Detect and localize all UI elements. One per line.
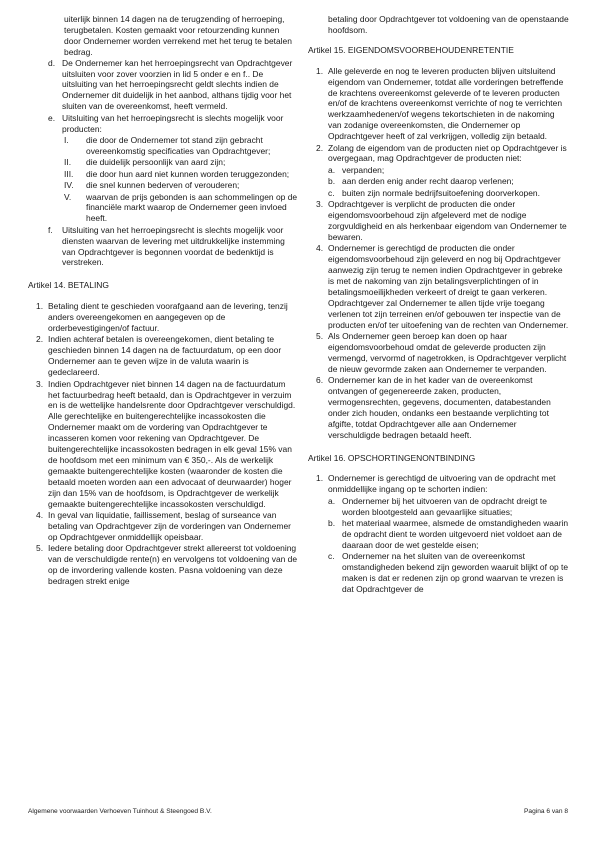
list-item [28, 301, 298, 334]
list-marker: 2. [316, 142, 324, 153]
list-marker: b. [328, 176, 336, 187]
list-text: die snel kunnen bederven of verouderen; [86, 180, 240, 191]
list-marker: V. [64, 191, 72, 202]
list-item [308, 199, 570, 243]
list-item [308, 143, 570, 165]
list-marker: e. [48, 112, 56, 123]
list-text: Ondernemer is gerechtigd de uitvoering van de opdracht met onmiddellijke ingang op te schorten indien: [328, 473, 556, 495]
list-text: Ondernemer kan de in het kader van de overeenkomst ontvangen of gegenereerde zaken, producten, vermogensrechten, gegevens, documenten, databestanden onder zich houden, ondanks een bestaande verplichting tot afgifte, totdat Opdrachtgever alle aan Ondernemer verschuldigde bedragen betaald heeft. [328, 375, 551, 440]
list-item [28, 113, 298, 135]
list-text: Iedere betaling door Opdrachtgever strekt allereerst tot voldoening van de verschuldigde rente(n) en vervolgens tot voldoening van de op de invordering vallende kosten. Pasna voldoening van deze bedragen strekt enige [48, 543, 298, 586]
list-marker: 3. [36, 378, 44, 389]
list-item [28, 510, 298, 543]
list-text: buiten zijn normale bedrijfsuitoefening doorverkopen. [342, 187, 540, 198]
list-text: Als Ondernemer geen beroep kan doen op haar eigendomsvoorbehoud omdat de geleverde producten zijn vermengd, vervormd of nagetrokken, is Opdrachtgever verplicht de nieuw gevormde zaken aan Ondernemer te verpanden. [328, 330, 567, 374]
list-text: waarvan de prijs gebonden is aan schommelingen op de financiële markt waarop de Ondernemer geen invloed heeft. [86, 191, 298, 224]
list-text: De Ondernemer kan het herroepingsrecht van Opdrachtgever uitsluiten voor zover voorzien in lid 5 onder e en f.. De uitsluiting van het herroepingsrecht geldt slechts indien de Ondernemer dit duidelijk in het aanbod, althans tijdig voor het sluiten van de overeenkomst, heeft vermeld. [62, 57, 293, 112]
list-text: Indien achteraf betalen is overeengekomen, dient betaling te geschieden binnen 14 dagen na de factuurdatum, op een door Ondernemer aan te geven wijze in de valuta waarin is gedeclareerd. [48, 334, 282, 378]
list-text: Ondernemer bij het uitvoeren van de opdracht dreigt te worden blootgesteld aan gevaarlijke situaties; [342, 495, 547, 517]
list-marker: d. [48, 57, 56, 68]
list-marker: 6. [316, 375, 324, 386]
list-marker: 5. [316, 330, 324, 341]
list-item [308, 188, 570, 199]
list-item [28, 192, 298, 225]
list-text: Uitsluiting van het herroepingsrecht is slechts mogelijk voor producten: [62, 112, 284, 134]
list-marker: I. [64, 134, 69, 145]
list-marker: b. [328, 518, 336, 529]
list-item [308, 176, 570, 187]
list-marker: 5. [36, 543, 44, 554]
list-marker: a. [328, 495, 336, 506]
list-item [308, 165, 570, 176]
list-text: die door de Ondernemer tot stand zijn gebracht overeenkomstig specificaties van Opdrachtgever; [86, 134, 271, 156]
list-text: Uitsluiting van het herroepingsrecht is slechts mogelijk voor diensten waarvan de levering met uitdrukkelijke instemming van Opdrachtgever is begonnen voordat de bedenktijd is verstreken. [62, 224, 285, 268]
list-marker: 3. [316, 199, 324, 210]
list-text: Indien Opdrachtgever niet binnen 14 dagen na de factuurdatum het factuurbedrag heeft betaald, dan is Opdrachtgever in verzuim en is de wettelijke handelsrente door Opdrachtgever verschuldigd. Alle gerechtelijke en buitengerechtelijke incassokosten die Ondernemer maakt om de vordering van Opdrachtgever te incasseren komen voor rekening van Opdrachtgever. De buitengerechtelijke incassokosten bedragen in elk geval 15% van de hoofdsom met een minimum van € 350,-. Als de werkelijk gemaakte buitengerechtelijke kosten (waaronder de kosten die betaald moeten worden aan een advocaat of deurwaarder) hoger zijn dan 15% van de hoofdsom, is Opdrachtgever de werkelijk gemaakte buitengerechtelijke incassokosten verschuldigd. [48, 378, 296, 509]
list-text: die duidelijk persoonlijk van aard zijn; [86, 157, 226, 168]
left-column [28, 14, 298, 587]
list-text: Alle geleverde en nog te leveren producten blijven uitsluitend eigendom van Ondernemer, totdat alle vorderingen betreffende de krachtens overeenkomst geleverde of te leveren producten en/of de krachtens overeenkomst verrichte of nog te verrichten werkzaamhedenen/of wegens tekortschieten in de nakoming van zodanige overeenkomsten, die Ondernemer op Opdrachtgever heeft of zal verkrijgen, volledig zijn betaald. [328, 65, 564, 142]
list-item [308, 66, 570, 142]
list-marker: 1. [36, 301, 44, 312]
list-item [28, 135, 298, 157]
list-text: Betaling dient te geschieden voorafgaand aan de levering, tenzij anders overeengekomen en aangegeven op de orderbevestigingen/of factuur. [48, 301, 288, 334]
list-item [28, 169, 298, 180]
list-item [28, 543, 298, 587]
list-item [28, 225, 298, 269]
list-item [28, 379, 298, 510]
page-number: Pagina 6 van 8 [524, 808, 568, 815]
article-heading: Artikel 14. BETALING [28, 280, 109, 291]
list-item [28, 180, 298, 191]
list-item [308, 473, 570, 495]
list-text: Ondernemer na het sluiten van de overeenkomst omstandigheden bekend zijn geworden waaruit blijkt of op te maken is dat er redenen zijn op grond waarvan te vrezen is dat Opdrachtgever de [342, 551, 569, 594]
list-marker: a. [328, 164, 336, 175]
right-column [308, 14, 570, 595]
list-text: het materiaal waarmee, alsmede de omstandigheden waarin de opdracht dient te worden uitgevoerd niet voldoet aan de daaraan door de wet gestelde eisen; [342, 518, 569, 550]
list-marker: III. [64, 168, 74, 179]
list-item [28, 334, 298, 378]
paragraph-continuation: uiterlijk binnen 14 dagen na de terugzending of herroeping, terugbetalen. Kosten gemaakt voor retourzending kunnen door Ondernemer worden verrekend met het terug te betalen bedrag. [64, 14, 292, 57]
list-text: aan derden enig ander recht daarop verlenen; [342, 176, 514, 187]
list-text: In geval van liquidatie, faillissement, beslag of surseance van betaling van Opdrachtgever zijn de vorderingen van Ondernemer op Opdrachtgever onmiddellijk opeisbaar. [48, 509, 291, 542]
list-marker: c. [328, 187, 335, 198]
list-item [308, 243, 570, 330]
article-heading: Artikel 15. EIGENDOMSVOORBEHOUDENRETENTIE [308, 44, 514, 55]
list-item [308, 551, 570, 595]
list-text: die door hun aard niet kunnen worden teruggezonden; [86, 168, 290, 179]
list-item [308, 375, 570, 440]
list-marker: IV. [64, 180, 74, 191]
article-heading: Artikel 16. OPSCHORTINGENONTBINDING [308, 452, 476, 463]
list-text: Zolang de eigendom van de producten niet op Opdrachtgever is overgegaan, mag Opdrachtgever de producten niet: [328, 142, 567, 164]
list-item [308, 496, 570, 518]
list-text: verpanden; [342, 164, 385, 175]
list-item [28, 157, 298, 168]
list-item [308, 518, 570, 551]
list-marker: f. [48, 224, 53, 235]
footer-title: Algemene voorwaarden Verhoeven Tuinhout & Steengoed B.V. [28, 808, 212, 815]
list-marker: 2. [36, 334, 44, 345]
list-item [28, 58, 298, 113]
list-marker: II. [64, 157, 72, 168]
list-marker: 4. [316, 243, 324, 254]
list-marker: 1. [316, 473, 324, 484]
list-item [308, 331, 570, 375]
list-text: Ondernemer is gerechtigd de producten die onder eigendomsvoorbehoud zijn geleverd en nog bij Opdrachtgever aanwezig zijn terug te nemen indien Opdrachtgever in gebreke is met de nakoming van zijn betalingsverplichtingen of in betalingsmoeilijkheden verkeert of dreigt te gaan verkeren. Opdrachtgever zal Ondernemer te allen tijde vrije toegang verlenen tot zijn terreinen en/of gebouwen ter inspectie van de producten en/of ter uitoefening van de rechten van Ondernemer. [328, 243, 569, 330]
list-marker: 4. [36, 509, 44, 520]
list-marker: 1. [316, 65, 324, 76]
list-text: Opdrachtgever is verplicht de producten die onder eigendomsvoorbehoud zijn afgeleverd met de nodige zorgvuldigheid en als herkenbaar eigendom van Ondernemer te bewaren. [328, 199, 567, 242]
paragraph-continuation: betaling door Opdrachtgever tot voldoening van de openstaande hoofdsom. [328, 14, 569, 35]
list-marker: c. [328, 551, 335, 562]
